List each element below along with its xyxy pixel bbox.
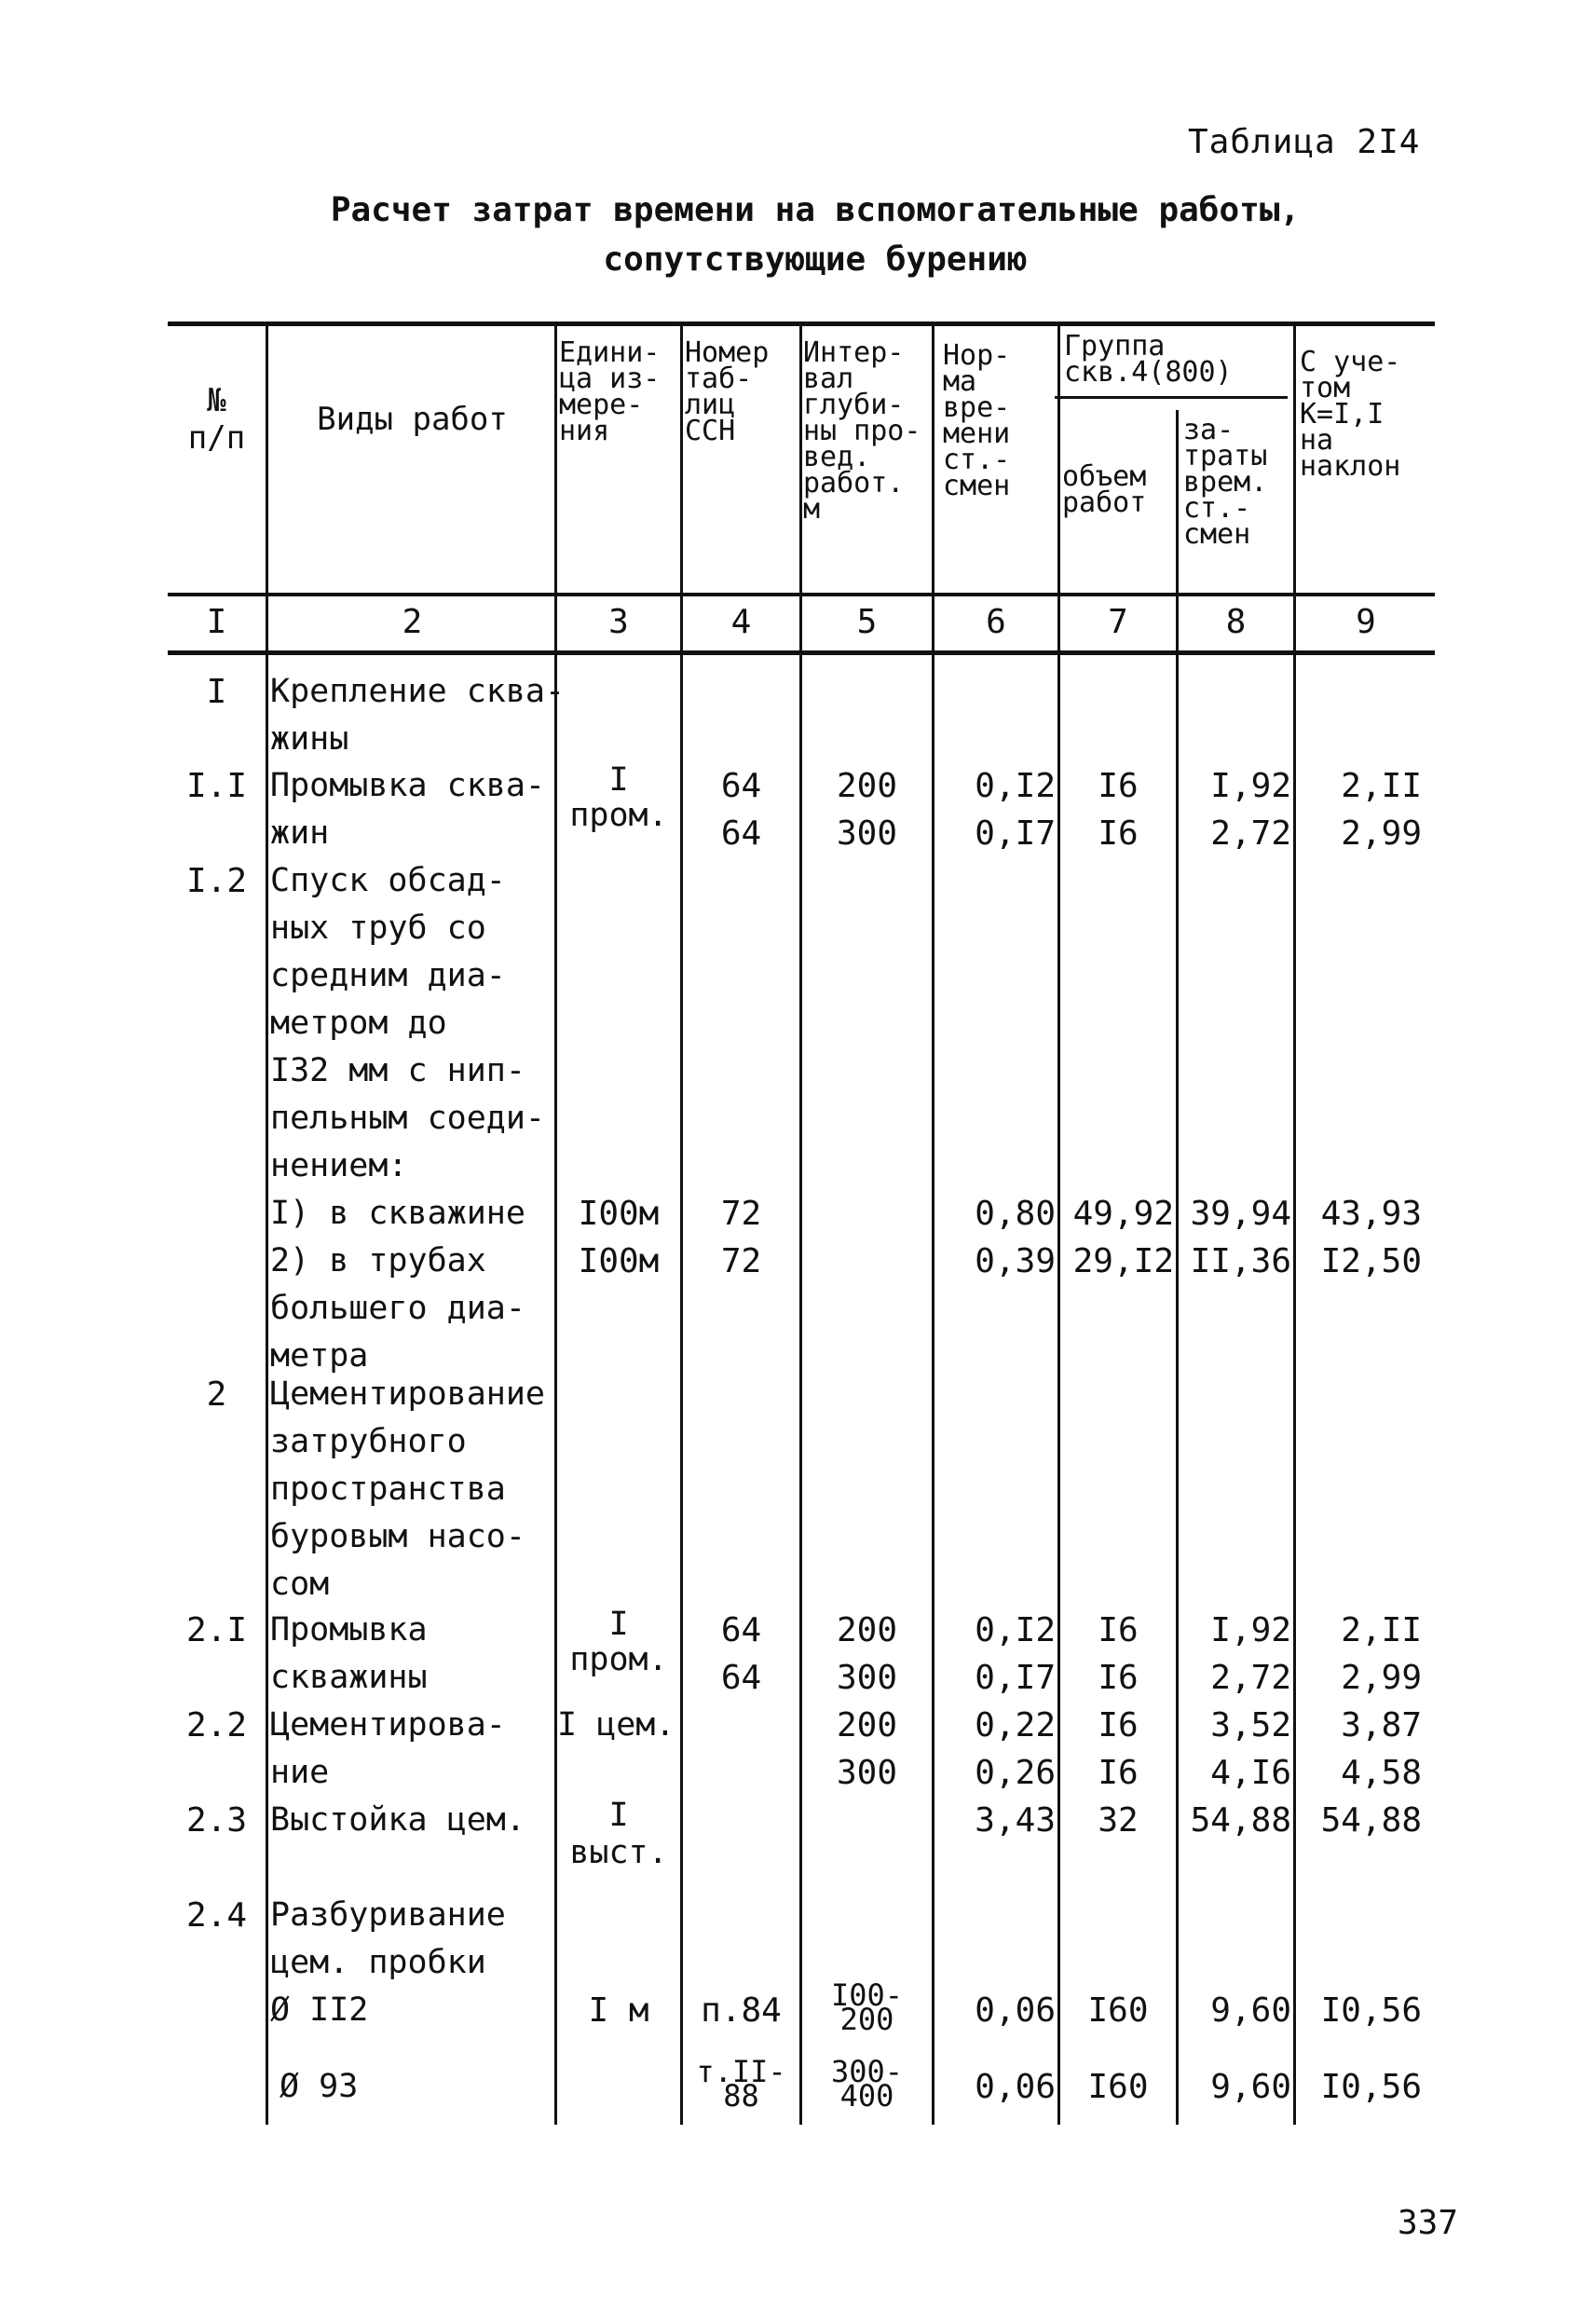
- row-1-1-interval: 200 300: [836, 767, 898, 853]
- table-title-line-2: сопутствующие бурению: [603, 240, 1028, 279]
- row-2-4b-k: I0,56: [1320, 2068, 1422, 2106]
- colnum-8: 8: [1225, 603, 1247, 641]
- row-2-1-num: 2.I: [185, 1611, 248, 1649]
- row-2-1-volume: I6 I6: [1098, 1611, 1139, 1697]
- row-2-1-unit: I пром.: [569, 1606, 668, 1678]
- colnum-6: 6: [986, 603, 1006, 641]
- row-2-4a-volume: I60: [1087, 1991, 1149, 2030]
- row-2-3-k: 54,88: [1320, 1801, 1422, 1840]
- row-1-1-num: I.I: [185, 767, 248, 805]
- colnum-7: 7: [1108, 603, 1128, 641]
- row-2-4-num: 2.4: [185, 1896, 248, 1935]
- row-2-4a-k: I0,56: [1320, 1991, 1422, 2030]
- row-1-1-table: 64 64: [720, 767, 762, 853]
- row-1-2-norm: 0,80 0,39: [975, 1195, 1056, 1280]
- row-2-2-unit: I цем.: [557, 1706, 675, 1744]
- row-2-1-work: Промывка скважины: [270, 1611, 428, 1696]
- row-2-4b-volume: I60: [1087, 2068, 1149, 2106]
- header-group: Группа скв.4(800): [1064, 330, 1233, 389]
- header-cost: за- траты врем. ст.- смен: [1183, 414, 1268, 551]
- colnum-5: 5: [856, 603, 878, 641]
- row-2-1-interval: 200 300: [836, 1611, 898, 1697]
- colnum-3: 3: [608, 603, 629, 641]
- group-underline: [1055, 396, 1288, 399]
- table-caption: Таблица 2I4: [1188, 123, 1421, 161]
- row-1-1-unit: I пром.: [569, 761, 668, 834]
- header-work-type: Виды работ: [317, 401, 508, 438]
- row-1-num: I: [206, 673, 227, 711]
- row-2-2-cost: 3,52 4,I6: [1210, 1706, 1291, 1792]
- row-2-1-cost: I,92 2,72: [1210, 1611, 1291, 1697]
- row-2-4-unit: I м: [588, 1991, 649, 2030]
- header-norm: Нор- ма вре- мени ст.- смен: [943, 339, 1011, 502]
- header-k: С уче- том К=I,I на наклон: [1300, 346, 1401, 483]
- row-2-1-table: 64 64: [720, 1611, 762, 1697]
- header-unit: Едини- ца из- мере- ния: [559, 336, 661, 447]
- header-table-no: Номер таб- лиц ССН: [685, 336, 770, 447]
- header-num: № п/п: [187, 382, 246, 457]
- row-2-4b-work: Ø 93: [280, 2068, 359, 2105]
- row-2-3-cost: 54,88: [1190, 1801, 1291, 1840]
- row-2-3-volume: 32: [1098, 1801, 1139, 1840]
- row-2-work: Цементирование затрубного пространства буровым насо- сом: [270, 1375, 546, 1603]
- row-1-work: Крепление сква- жины: [270, 673, 566, 758]
- row-2-4b-table: т.II- 88: [696, 2054, 786, 2114]
- row-2-4-work: Разбуривание цем. пробки Ø II2: [270, 1896, 506, 2029]
- header-volume: объем работ: [1062, 460, 1147, 519]
- row-2-2-volume: I6 I6: [1098, 1706, 1139, 1792]
- row-1-2-work: Спуск обсад- ных труб со средним диа- метром до I32 мм с нип- пельным соеди- нением: I) в скважине 2) в трубах большего диа- метра: [270, 862, 546, 1375]
- row-1-2-table: 72 72: [720, 1195, 762, 1280]
- header-interval: Интер- вал глуби- ны про- вед. работ. м: [803, 336, 921, 526]
- colnum-9: 9: [1356, 603, 1376, 641]
- row-1-2-volume: 49,92 29,I2: [1072, 1195, 1174, 1280]
- row-1-2-unit: I00м I00м: [578, 1195, 660, 1280]
- row-1-2-num: I.2: [185, 862, 248, 900]
- row-2-4a-table: п.84: [701, 1991, 782, 2030]
- row-2-4b-norm: 0,06: [975, 2068, 1056, 2106]
- row-2-4a-interval: I00- 200: [830, 1977, 904, 2037]
- colnum-2: 2: [402, 603, 423, 641]
- row-2-2-interval: 200 300: [836, 1706, 898, 1792]
- row-2-2-norm: 0,22 0,26: [975, 1706, 1056, 1792]
- colnum-4: 4: [730, 603, 752, 641]
- row-2-3-work: Выстойка цем.: [270, 1801, 525, 1839]
- row-2-4a-cost: 9,60: [1210, 1991, 1291, 2030]
- row-2-3-unit: I выст.: [569, 1797, 668, 1871]
- row-1-1-cost: I,92 2,72: [1210, 767, 1291, 853]
- row-2-1-norm: 0,I2 0,I7: [975, 1611, 1056, 1697]
- row-2-4b-cost: 9,60: [1210, 2068, 1291, 2106]
- row-2-4a-norm: 0,06: [975, 1991, 1056, 2030]
- row-1-2-cost: 39,94 II,36: [1190, 1195, 1291, 1280]
- row-1-2-k: 43,93 I2,50: [1320, 1195, 1422, 1280]
- row-1-1-norm: 0,I2 0,I7: [975, 767, 1056, 853]
- vline-4: [799, 321, 802, 2125]
- row-1-1-work: Промывка сква- жин: [270, 767, 546, 852]
- row-2-4b-interval: 300- 400: [830, 2054, 904, 2114]
- row-1-1-k: 2,II 2,99: [1341, 767, 1422, 853]
- row-2-num: 2: [206, 1375, 227, 1414]
- row-2-3-norm: 3,43: [975, 1801, 1056, 1840]
- table-title-line-1: Расчет затрат времени на вспомогательные работы,: [330, 191, 1301, 229]
- row-1-1-volume: I6 I6: [1098, 767, 1139, 853]
- row-2-2-num: 2.2: [185, 1706, 248, 1744]
- row-2-2-work: Цементирова- ние: [270, 1706, 506, 1791]
- row-2-3-num: 2.3: [185, 1801, 248, 1840]
- row-2-1-k: 2,II 2,99: [1341, 1611, 1422, 1697]
- page-number: 337: [1398, 2204, 1459, 2242]
- row-2-2-k: 3,87 4,58: [1341, 1706, 1422, 1792]
- colnum-1: I: [206, 603, 227, 641]
- vline-1: [266, 321, 268, 2125]
